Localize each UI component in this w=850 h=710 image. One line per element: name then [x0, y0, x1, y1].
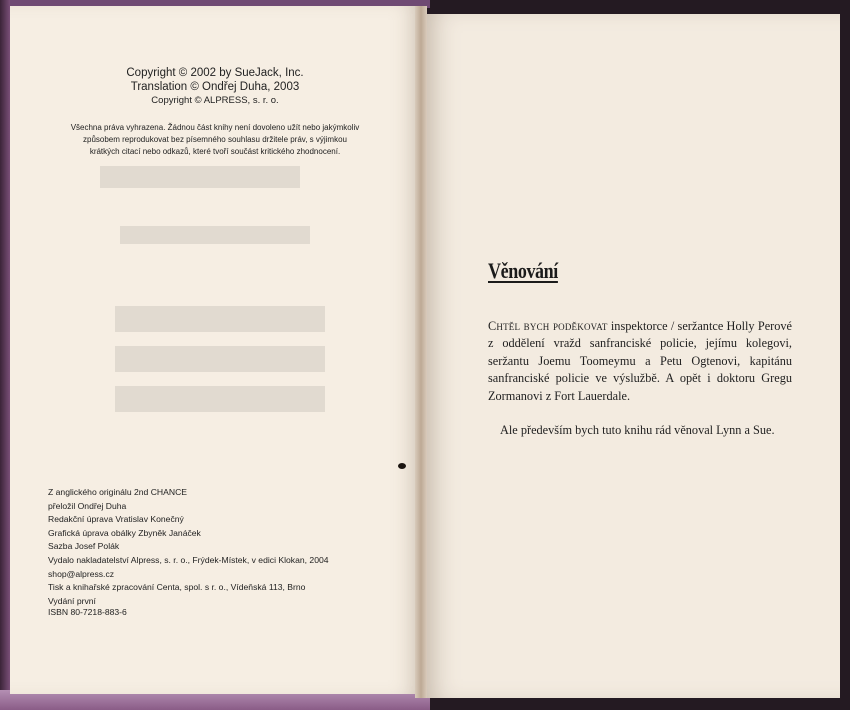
cover-design-line: Grafická úprava obálky Zbyněk Janáček	[48, 527, 201, 538]
ink-spot	[398, 463, 406, 469]
publisher-line: Vydalo nakladatelství Alpress, s. r. o., Frýdek-Místek, v edici Klokan, 2004	[48, 554, 329, 565]
rights-notice-line: Všechna práva vyhrazena. Žádnou část knihy není dovoleno užít nebo jakýmkoliv	[70, 123, 360, 132]
dedication-paragraph-1-text: inspektorce / seržantce Holly Perové z oddělení vražd sanfranciské policie, jejímu kolegovi, seržantu Joemu Toomeymu a Petu Ogtenovi, kapitánu sanfranciské policie ve výslužbě. A opět i doktoru Gregu Zormanovi z Fort Lauerdale.	[488, 319, 792, 403]
show-through-title-ghost	[95, 156, 345, 416]
copyright-line: Copyright © 2002 by SueJack, Inc.	[126, 67, 304, 79]
editor-line: Redakční úprava Vratislav Konečný	[48, 514, 184, 525]
isbn: ISBN 80-7218-883-6	[48, 607, 127, 617]
credits-block	[48, 486, 408, 608]
typesetting-line: Sazba Josef Polák	[48, 541, 120, 552]
translator-line: přeložil Ondřej Duha	[48, 500, 127, 511]
rights-notice-line: krátkých citací nebo odkazů, které tvoří součást kritického zhodnocení.	[89, 147, 341, 156]
copyright-block	[10, 66, 420, 107]
rights-notice-line: způsobem reprodukovat bez písemného souhlasu držitele práv, s výjimkou	[83, 135, 347, 144]
publisher-copyright-line: Copyright © ALPRESS, s. r. o.	[151, 95, 279, 106]
left-page	[10, 6, 420, 694]
publisher-email: shop@alpress.cz	[48, 568, 115, 579]
dedication-paragraph-2: Ale především bych tuto knihu rád věnoval Lynn a Sue.	[500, 423, 775, 438]
edition-line: Vydání první	[48, 595, 96, 606]
dedication-paragraph-1	[488, 318, 792, 405]
printer-line: Tisk a knihařské zpracování Centa, spol. s r. o., Vídeňská 113, Brno	[48, 582, 306, 593]
rights-notice	[50, 122, 380, 158]
dedication-title: Věnování	[488, 258, 558, 283]
book-cover-edge-left	[0, 0, 10, 710]
dedication-lead-smallcaps: Chtěl bych poděkovat	[488, 319, 608, 333]
original-title-line: Z anglického originálu 2nd CHANCE	[48, 487, 188, 497]
dedication-body	[488, 318, 792, 439]
book-gutter	[415, 6, 427, 698]
translation-copyright-line: Translation © Ondřej Duha, 2003	[130, 81, 300, 93]
